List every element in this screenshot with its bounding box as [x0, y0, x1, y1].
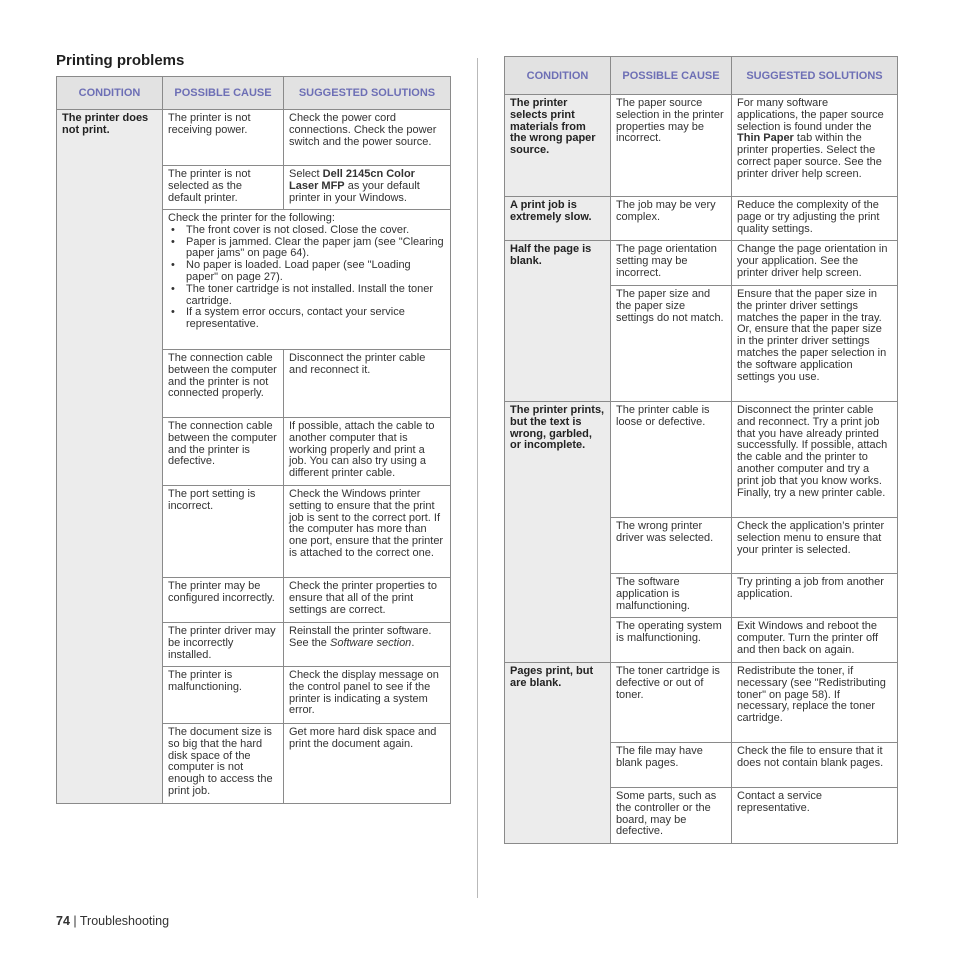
cause-cell: The wrong printer driver was selected. [611, 518, 732, 574]
checklist-cell [163, 210, 451, 350]
solution-cell: Contact a service representative. [732, 788, 898, 844]
solution-text: tab within the printer properties. Select the correct paper source. See the printer driver help screen. [737, 132, 882, 180]
cause-cell: The printer driver may be incorrectly installed. [163, 623, 284, 667]
cause-cell: Some parts, such as the controller or the board, may be defective. [611, 788, 732, 844]
solution-cell: Check the printer properties to ensure that all of the print settings are correct. [284, 578, 451, 623]
header-suggested-solutions: SUGGESTED SOLUTIONS [284, 77, 451, 110]
cause-cell: The paper source selection in the printer properties may be incorrect. [611, 95, 732, 197]
solution-text: Reinstall the printer software. See the [289, 625, 432, 649]
cause-cell: The software application is malfunctioning. [611, 574, 732, 618]
cause-cell: The connection cable between the computer and the printer is defective. [163, 418, 284, 486]
printer-model-name: Dell 2145cn Color Laser MFP [289, 168, 415, 192]
table-row [505, 197, 898, 241]
solution-cell: Get more hard disk space and print the document again. [284, 724, 451, 804]
checklist [168, 225, 445, 331]
solution-cell [284, 166, 451, 210]
header-condition: CONDITION [57, 77, 163, 110]
solution-cell [284, 623, 451, 667]
cause-cell: The printer is malfunctioning. [163, 667, 284, 724]
cause-cell: The printer is not receiving power. [163, 110, 284, 166]
condition-cell: The printer prints, but the text is wrong, garbled, or incomplete. [505, 402, 611, 663]
table-row [505, 241, 898, 286]
solution-cell: Reduce the complexity of the page or try adjusting the print quality settings. [732, 197, 898, 241]
cause-cell: The operating system is malfunctioning. [611, 618, 732, 663]
cause-cell: The connection cable between the computer and the printer is not connected properly. [163, 350, 284, 418]
header-possible-cause: POSSIBLE CAUSE [611, 57, 732, 95]
list-item: • No paper is loaded. Load paper (see "Loading paper" on page 27). [168, 260, 445, 284]
condition-cell: The printer selects print materials from the wrong paper source. [505, 95, 611, 197]
solution-cell [732, 95, 898, 197]
tab-name: Thin Paper [737, 132, 794, 145]
condition-cell: Half the page is blank. [505, 241, 611, 402]
cause-cell: The page orientation setting may be incorrect. [611, 241, 732, 286]
list-item: • If a system error occurs, contact your service representative. [168, 307, 445, 331]
condition-cell: The printer does not print. [57, 110, 163, 804]
table-row [505, 402, 898, 518]
list-item: • The toner cartridge is not installed. Install the toner cartridge. [168, 284, 445, 308]
cause-cell: The printer cable is loose or defective. [611, 402, 732, 518]
column-divider [477, 58, 478, 898]
solution-cell: Check the file to ensure that it does not contain blank pages. [732, 743, 898, 788]
solution-cell: Redistribute the toner, if necessary (see "Redistributing toner" on page 58). If necessary, replace the toner cartridge. [732, 663, 898, 743]
cause-cell: The file may have blank pages. [611, 743, 732, 788]
list-item: • The front cover is not closed. Close the cover. [168, 225, 445, 237]
table-row [505, 95, 898, 197]
header-row [505, 57, 898, 95]
solution-cell: Disconnect the printer cable and reconnect it. [284, 350, 451, 418]
cause-cell: The printer is not selected as the default printer. [163, 166, 284, 210]
cause-cell: The toner cartridge is defective or out of toner. [611, 663, 732, 743]
cause-cell: The printer may be configured incorrectly. [163, 578, 284, 623]
solution-text: . [411, 636, 415, 649]
header-condition: CONDITION [505, 57, 611, 95]
section-title: Printing problems [56, 52, 185, 69]
list-item: • Paper is jammed. Clear the paper jam (see "Clearing paper jams" on page 64). [168, 237, 445, 261]
solution-cell: Change the page orientation in your application. See the printer driver help screen. [732, 241, 898, 286]
footer-separator: | [69, 914, 80, 928]
table-row [505, 663, 898, 743]
table-row [57, 110, 451, 166]
solution-cell: Check the application’s printer selection menu to ensure that your printer is selected. [732, 518, 898, 574]
solution-cell: Exit Windows and reboot the computer. Turn the printer off and then back on again. [732, 618, 898, 663]
solution-cell: Check the power cord connections. Check the power switch and the power source. [284, 110, 451, 166]
condition-cell: A print job is extremely slow. [505, 197, 611, 241]
page-number: 74 [56, 914, 70, 928]
solution-cell: Disconnect the printer cable and reconnect. Try a print job that you have already printed successfully. If possible, attach the cable and the printer to another computer and try a print job that you know works. Finally, try a new printer cable. [732, 402, 898, 518]
solution-cell: If possible, attach the cable to another computer that is working properly and print a job. You can also try using a different printer cable. [284, 418, 451, 486]
cause-cell: The paper size and the paper size settings do not match. [611, 286, 732, 402]
solution-text: Select [289, 168, 323, 180]
cause-cell: The job may be very complex. [611, 197, 732, 241]
checklist-intro: Check the printer for the following: [168, 212, 335, 224]
solution-cell: Check the display message on the control panel to see if the printer is indicating a system error. [284, 667, 451, 724]
condition-cell: Pages print, but are blank. [505, 663, 611, 844]
solution-text: For many software applications, the paper source selection is found under the [737, 97, 884, 133]
page-footer [56, 914, 169, 928]
software-section-ref: Software section [329, 636, 412, 649]
solution-cell: Check the Windows printer setting to ensure that the print job is sent to the correct port. If the computer has more than one port, ensure that the printer is attached to the correct one. [284, 486, 451, 578]
header-suggested-solutions: SUGGESTED SOLUTIONS [732, 57, 898, 95]
cause-cell: The document size is so big that the hard disk space of the computer is not enough to access the print job. [163, 724, 284, 804]
chapter-name: Troubleshooting [79, 914, 170, 928]
header-row [57, 77, 451, 110]
solution-cell: Try printing a job from another application. [732, 574, 898, 618]
solution-cell: Ensure that the paper size in the printer driver settings matches the paper in the tray. Or, ensure that the paper size in the printer driver settings matches the paper selection in the software application settings you use. [732, 286, 898, 402]
left-problems-table [56, 76, 451, 804]
solution-text: as your default printer in your Windows. [289, 179, 420, 204]
header-possible-cause: POSSIBLE CAUSE [163, 77, 284, 110]
right-problems-table [504, 56, 898, 844]
cause-cell: The port setting is incorrect. [163, 486, 284, 578]
